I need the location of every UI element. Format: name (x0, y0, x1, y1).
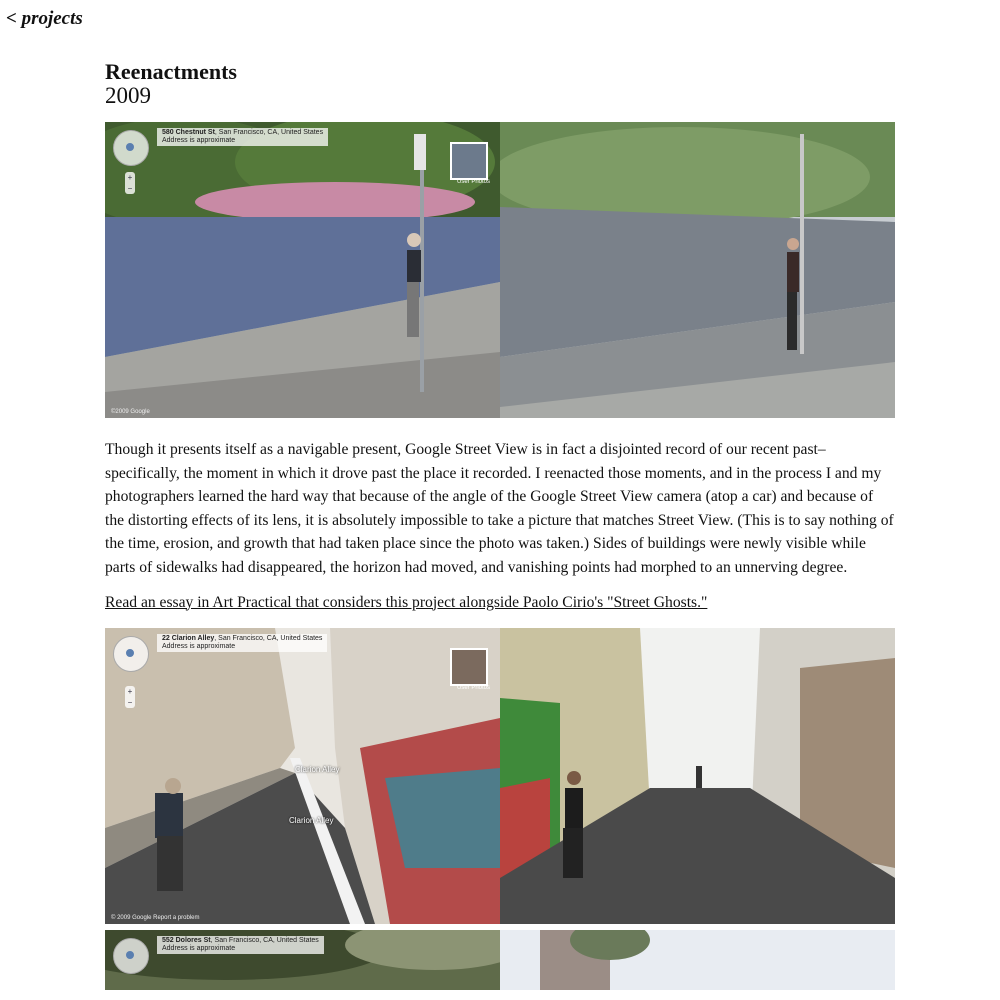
city-text: San Francisco, CA, United States (218, 634, 323, 642)
streetview-image-2 (105, 628, 500, 924)
reenactment-photo-1 (500, 122, 895, 418)
reenactment-photo-2 (500, 628, 895, 924)
user-photo-thumbnail (450, 142, 488, 180)
streetview-footer: ©2009 Google (111, 409, 150, 415)
streetview-scene-2 (105, 628, 500, 924)
streetview-nav-icon (113, 938, 149, 974)
reenactment-scene-2 (500, 628, 895, 924)
back-to-projects-link[interactable]: < projects (6, 8, 83, 29)
user-photo-thumbnail (450, 648, 488, 686)
streetview-scene-1 (105, 122, 500, 418)
essay-link[interactable]: Read an essay in Art Practical that considers this project alongside Paolo Cirio's "Street Ghosts." (105, 593, 708, 611)
address-note: Address is approximate (162, 642, 236, 650)
reenactment-photo-3 (500, 930, 895, 990)
project-year: 2009 (105, 83, 151, 108)
streetview-address: 580 Chestnut St, San Francisco, CA, United States Address is approximate (157, 128, 328, 146)
reenactment-scene-1 (500, 122, 895, 418)
project-content (105, 60, 895, 990)
streetview-address: 22 Clarion Alley, San Francisco, CA, United States Address is approximate (157, 634, 327, 652)
city-text: San Francisco, CA, United States (218, 129, 324, 136)
street-label: Clarion Alley (289, 815, 334, 825)
address-text: 22 Clarion Alley (162, 634, 215, 642)
reenactment-scene-3 (500, 930, 895, 990)
streetview-image-3 (105, 930, 500, 990)
zoom-icon: + − (125, 172, 135, 194)
street-label: Clarion Alley (295, 764, 340, 774)
streetview-address: 552 Dolores St, San Francisco, CA, United States Address is approximate (157, 936, 324, 954)
project-title: Reenactments (105, 59, 237, 84)
streetview-nav-icon (113, 130, 149, 166)
streetview-footer: © 2009 Google Report a problem (111, 914, 200, 921)
reenactment-image-1 (105, 122, 895, 418)
zoom-icon: + − (125, 686, 135, 708)
address-text: 580 Chestnut St (162, 129, 215, 136)
address-text: 552 Dolores St (162, 936, 211, 944)
project-description: Though it presents itself as a navigable present, Google Street View is in fact a disjointed record of our recent past–specifically, the moment in which it drove past the place it recorded. I reenacted those moments, and in the process I and my photographers learned the hard way that because of the angle of the Google Street View camera (atop a car) and because of the distorting effects of its lens, it is absolutely impossible to take a picture that matches Street View. (This is to say nothing of the time, erosion, and growth that had taken place since the photo was taken.) Sides of buildings were newly visible while parts of sidewalks had disappeared, the horizon had moved, and vanishing points had morphed to an unnerving degree. (105, 441, 894, 576)
user-photos-label: User Photos (456, 179, 490, 185)
reenactment-image-3 (105, 930, 895, 990)
city-text: San Francisco, CA, United States (214, 936, 319, 944)
streetview-nav-icon (113, 636, 149, 672)
reenactment-image-2 (105, 628, 895, 924)
address-note: Address is approximate (162, 944, 236, 952)
address-note: Address is approximate (162, 137, 236, 144)
streetview-image-1 (105, 122, 500, 418)
user-photos-label: User Photos (456, 684, 490, 691)
